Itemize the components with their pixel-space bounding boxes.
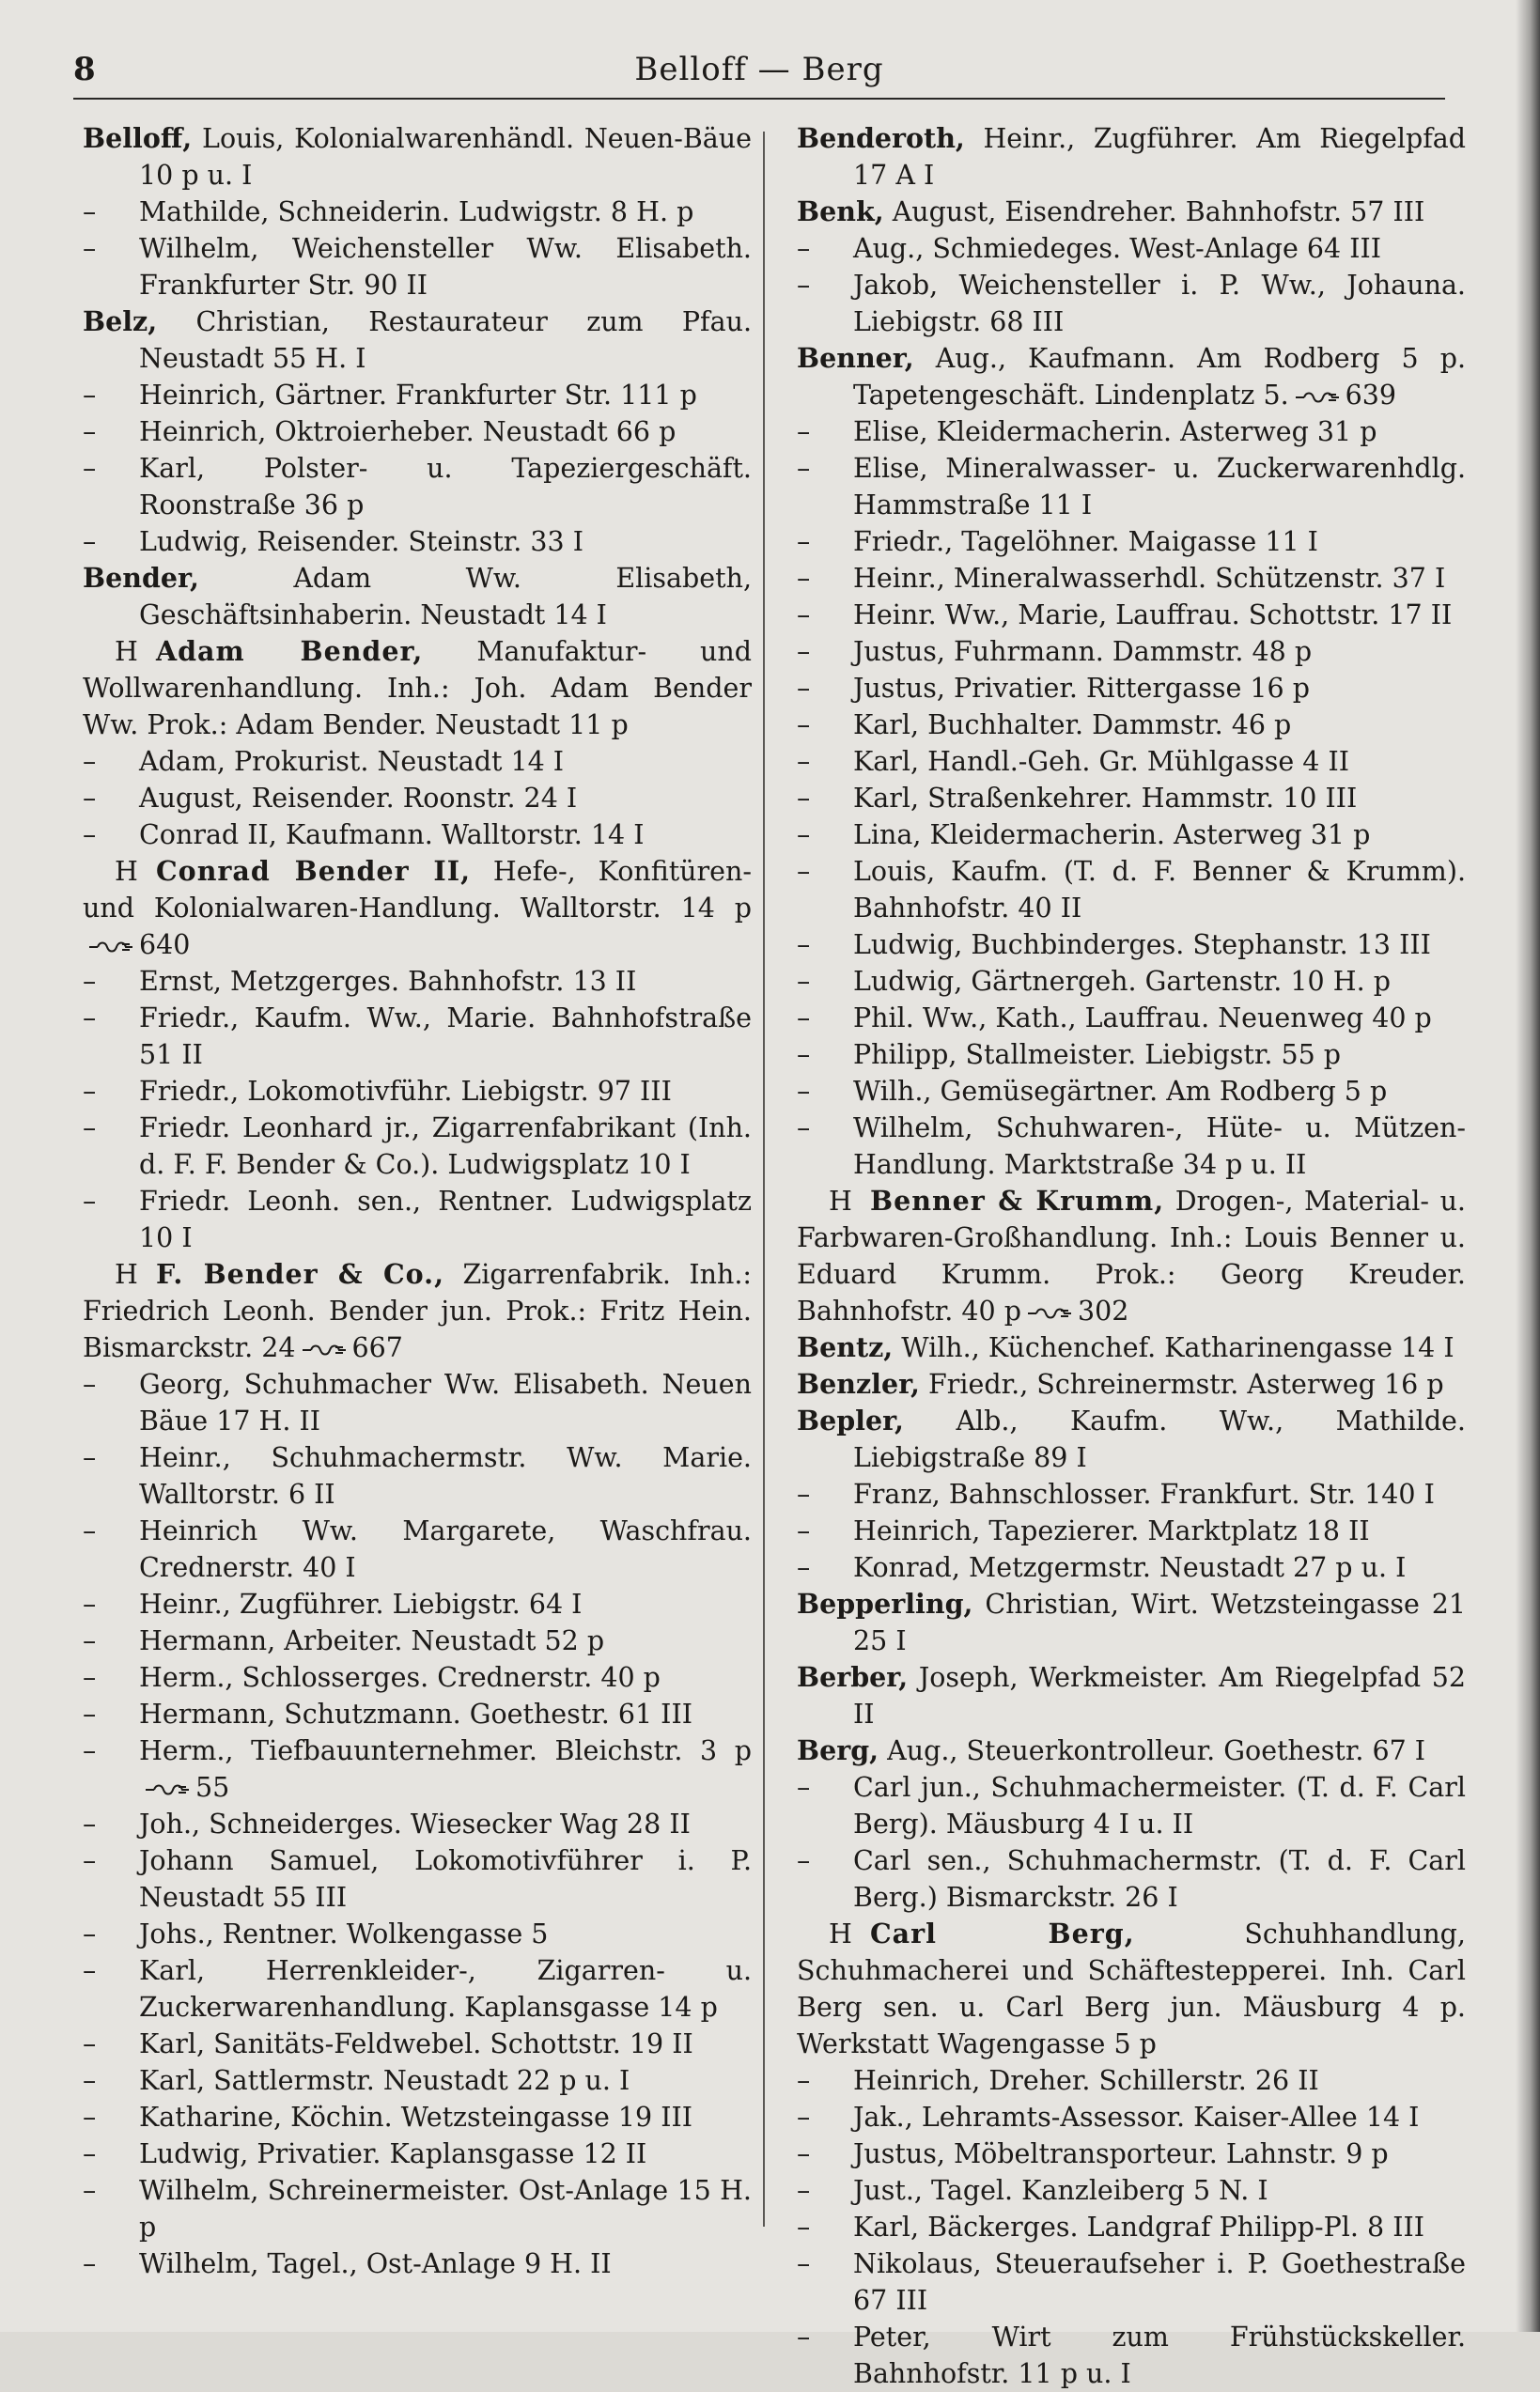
dash-mark: – (797, 746, 811, 777)
directory-entry (797, 413, 1466, 450)
directory-entry (83, 2245, 752, 2282)
entry-text: Ludwig, Gärtnergeh. Gartenstr. 10 H. p (853, 966, 1391, 997)
entry-text: Jak., Lehramts-Assessor. Kaiser-Allee 14 I (853, 2102, 1420, 2133)
directory-entry (797, 1549, 1466, 1586)
entry-surname: Berg, (797, 1734, 879, 1766)
dash-mark: – (797, 453, 811, 484)
directory-entry (83, 1000, 752, 1073)
dash-mark: – (83, 453, 97, 484)
dash-mark: – (797, 233, 811, 264)
directory-entry (83, 1513, 752, 1586)
entry-text: Heinr., Zugführer. Am Riegelpfad 17 A I (853, 123, 1467, 191)
entry-text: Manufaktur- und Wollwarenhandlung. Inh.: Joh. Adam Bender Ww. Prok.: Adam Bender. Neustadt 11 p (83, 636, 752, 740)
entry-text: Louis, Kolonialwarenhändl. Neuen-Bäue 10 p u. I (139, 123, 752, 191)
dash-mark: – (797, 709, 811, 740)
dash-mark: – (83, 2065, 97, 2096)
entry-text: Karl, Buchhalter. Dammstr. 46 p (853, 709, 1292, 740)
dash-mark: – (797, 2322, 811, 2353)
dash-mark: – (83, 1589, 97, 1620)
entry-text: Carl sen., Schuhmachermstr. (T. d. F. Carl Berg.) Bismarckstr. 26 I (853, 1845, 1466, 1913)
entry-surname: Bentz, (797, 1331, 894, 1363)
telephone-icon (145, 1783, 190, 1796)
dash-mark: – (83, 380, 97, 411)
entry-text: Konrad, Metzgermstr. Neustadt 27 p u. I (853, 1552, 1407, 1583)
directory-entry (83, 303, 752, 377)
entry-text: Heinrich, Oktroierheber. Neustadt 66 p (139, 416, 677, 447)
directory-entry (797, 816, 1466, 853)
directory-entry (83, 2172, 752, 2245)
dash-mark: – (83, 1735, 97, 1766)
directory-entry (797, 670, 1466, 707)
directory-entry (797, 2209, 1466, 2245)
dash-mark: – (83, 1918, 97, 1949)
dash-mark: – (797, 2138, 811, 2169)
directory-entry (797, 450, 1466, 523)
dash-mark: – (797, 1552, 811, 1583)
directory-entry (83, 1806, 752, 1842)
directory-entry (83, 230, 752, 303)
dash-mark: – (83, 1186, 97, 1217)
directory-entry (797, 230, 1466, 267)
firm-marker: H (115, 636, 138, 667)
directory-entry (797, 1329, 1466, 1366)
directory-entry (83, 450, 752, 523)
entry-text: Johs., Rentner. Wolkengasse 5 (139, 1918, 549, 1949)
entry-text: Heinrich, Tapezierer. Marktplatz 18 II (853, 1515, 1370, 1546)
entry-text: Karl, Polster- u. Tapeziergeschäft. Roonstraße 36 p (139, 453, 752, 520)
directory-entry (797, 2172, 1466, 2209)
entry-text: Herm., Schlosserges. Crednerstr. 40 p (139, 1662, 661, 1693)
telephone-number: 55 (195, 1772, 230, 1803)
running-head: Belloff — Berg (634, 51, 884, 88)
directory-entry (83, 633, 752, 743)
dash-mark: – (797, 1515, 811, 1546)
directory-entry (83, 2062, 752, 2099)
dash-mark: – (797, 783, 811, 814)
entry-text: Katharine, Köchin. Wetzsteingasse 19 III (139, 2102, 692, 2133)
entry-text: Carl jun., Schuhmachermeister. (T. d. F. Carl Berg). Mäusburg 4 I u. II (853, 1772, 1466, 1840)
directory-entry (83, 1952, 752, 2026)
dash-mark: – (797, 2175, 811, 2206)
directory-entry (797, 1732, 1466, 1769)
dash-mark: – (83, 526, 97, 557)
dash-mark: – (83, 1955, 97, 1986)
directory-entry (797, 743, 1466, 780)
entry-text: Ludwig, Reisender. Steinstr. 33 I (139, 526, 583, 557)
entry-text: Justus, Privatier. Rittergasse 16 p (853, 673, 1310, 704)
directory-entry (797, 2319, 1466, 2392)
entry-text: Friedr. Leonhard jr., Zigarrenfabrikant (Inh. d. F. F. Bender & Co.). Ludwigsplatz 10 I (139, 1112, 752, 1180)
entry-surname: Belloff, (83, 122, 193, 154)
entry-text: Karl, Bäckerges. Landgraf Philipp-Pl. 8 III (853, 2212, 1425, 2243)
directory-entry (83, 2136, 752, 2172)
directory-entry (797, 1842, 1466, 1916)
directory-entry (797, 1769, 1466, 1842)
column-divider (763, 132, 765, 2227)
entry-text: Phil. Ww., Kath., Lauffrau. Neuenweg 40 p (853, 1002, 1432, 1033)
entry-text: Friedr., Schreinermstr. Asterweg 16 p (928, 1369, 1444, 1400)
page-header (73, 51, 1445, 98)
dash-mark: – (83, 2102, 97, 2133)
entry-text: Just., Tagel. Kanzleiberg 5 N. I (853, 2175, 1268, 2206)
dash-mark: – (797, 929, 811, 960)
entry-text: Aug., Schmiedeges. West-Anlage 64 III (853, 233, 1382, 264)
entry-text: Friedr. Leonh. sen., Rentner. Ludwigsplatz 10 I (139, 1186, 752, 1253)
entry-text: Ludwig, Buchbinderges. Stephanstr. 13 III (853, 929, 1431, 960)
entry-text: August, Reisender. Roonstr. 24 I (139, 783, 578, 814)
entry-text: Adam, Prokurist. Neustadt 14 I (139, 746, 565, 777)
firm-marker: H (115, 856, 138, 887)
dash-mark: – (797, 856, 811, 887)
directory-entry (83, 1842, 752, 1916)
directory-entry (83, 816, 752, 853)
directory-entry (83, 1916, 752, 1952)
directory-entry (83, 1732, 752, 1806)
entry-surname: Bender, (83, 562, 199, 594)
entry-text: Karl, Herrenkleider-, Zigarren- u. Zuckerwarenhandlung. Kaplansgasse 14 p (139, 1955, 752, 2023)
entry-text: Heinrich, Gärtner. Frankfurter Str. 111 p (139, 380, 697, 411)
directory-entry (83, 1256, 752, 1366)
dash-mark: – (797, 526, 811, 557)
telephone-icon (302, 1344, 347, 1357)
entry-text: Wilhelm, Tagel., Ost-Anlage 9 H. II (139, 2248, 612, 2279)
dash-mark: – (797, 416, 811, 447)
dash-mark: – (83, 196, 97, 227)
entry-text: Friedr., Tagelöhner. Maigasse 11 I (853, 526, 1318, 557)
firm-name: F. Bender & Co., (156, 1258, 444, 1290)
entry-text: Hefe-, Konfitüren- und Kolonialwaren-Handlung. Walltorstr. 14 p (83, 856, 752, 924)
entry-text: Heinrich, Dreher. Schillerstr. 26 II (853, 2065, 1319, 2096)
directory-entry (83, 120, 752, 194)
directory-entry (83, 1623, 752, 1659)
dash-mark: – (797, 2212, 811, 2243)
dash-mark: – (797, 2065, 811, 2096)
directory-entry (797, 926, 1466, 963)
entry-surname: Benk, (797, 195, 884, 227)
dash-mark: – (83, 1625, 97, 1656)
dash-mark: – (83, 2175, 97, 2206)
header-rule (73, 98, 1445, 100)
entry-text: Heinrich Ww. Margarete, Waschfrau. Crednerstr. 40 I (139, 1515, 752, 1583)
directory-entry (797, 1476, 1466, 1513)
dash-mark: – (83, 1369, 97, 1400)
directory-entry (83, 780, 752, 816)
directory-entry (797, 1183, 1466, 1329)
directory-entry (797, 194, 1466, 230)
entry-surname: Berber, (797, 1661, 909, 1693)
directory-entry (797, 597, 1466, 633)
directory-entry (83, 523, 752, 560)
dash-mark: – (83, 1076, 97, 1107)
entry-text: Karl, Sattlermstr. Neustadt 22 p u. I (139, 2065, 630, 2096)
directory-entry (83, 963, 752, 1000)
dash-mark: – (83, 1699, 97, 1730)
left-column (83, 120, 753, 2279)
firm-marker: H (115, 1259, 138, 1290)
entry-text: Drogen-, Material- u. Farbwaren-Großhandlung. Inh.: Louis Benner u. Eduard Krumm. Prok.: Georg Kreuder. Bahnhofstr. 40 p (797, 1186, 1466, 1327)
entry-text: Schuhhandlung, Schuhmacherei und Schäftestepperei. Inh. Carl Berg sen. u. Carl Berg jun. Mäusburg 4 p. Werkstatt Wagengasse 5 p (797, 1918, 1466, 2059)
dash-mark: – (797, 270, 811, 301)
directory-entry (797, 780, 1466, 816)
entry-text: Georg, Schuhmacher Ww. Elisabeth. Neuen Bäue 17 H. II (139, 1369, 752, 1437)
dash-mark: – (83, 2028, 97, 2059)
entry-text: Karl, Sanitäts-Feldwebel. Schottstr. 19 II (139, 2028, 693, 2059)
entry-text: Conrad II, Kaufmann. Walltorstr. 14 I (139, 819, 645, 850)
dash-mark: – (83, 1442, 97, 1473)
telephone-number: 667 (351, 1332, 403, 1363)
directory-entry (797, 633, 1466, 670)
directory-entry (83, 2026, 752, 2062)
entry-text: Friedr., Lokomotivführ. Liebigstr. 97 III (139, 1076, 672, 1107)
dash-mark: – (83, 1662, 97, 1693)
entry-text: Louis, Kaufm. (T. d. F. Benner & Krumm). Bahnhofstr. 40 II (853, 856, 1466, 924)
dash-mark: – (797, 2248, 811, 2279)
dash-mark: – (83, 783, 97, 814)
directory-entry (797, 1586, 1466, 1659)
entry-text: Wilhelm, Schreinermeister. Ost-Anlage 15 H. p (139, 2175, 752, 2243)
telephone-icon (1027, 1307, 1072, 1320)
dash-mark: – (797, 819, 811, 850)
dash-mark: – (83, 819, 97, 850)
entry-text: Jakob, Weichensteller i. P. Ww., Johauna. Liebigstr. 68 III (853, 270, 1466, 337)
directory-entry (797, 1513, 1466, 1549)
entry-text: Christian, Restaurateur zum Pfau. Neustadt 55 H. I (139, 306, 753, 374)
entry-text: Aug., Steuerkontrolleur. Goethestr. 67 I (887, 1735, 1426, 1766)
entry-text: Heinr. Ww., Marie, Lauffrau. Schottstr. 17 II (853, 599, 1453, 630)
dash-mark: – (797, 636, 811, 667)
dash-mark: – (83, 1809, 97, 1840)
firm-name: Benner & Krumm, (870, 1185, 1165, 1217)
directory-entry (83, 1366, 752, 1439)
directory-entry (83, 1183, 752, 1256)
entry-text: Karl, Straßenkehrer. Hammstr. 10 III (853, 783, 1358, 814)
dash-mark: – (83, 1845, 97, 1876)
entry-text: Heinr., Mineralwasserhdl. Schützenstr. 37 I (853, 563, 1446, 594)
entry-surname: Benderoth, (797, 122, 965, 154)
entry-text: Heinr., Schuhmachermstr. Ww. Marie. Walltorstr. 6 II (139, 1442, 752, 1510)
entry-text: Ernst, Metzgerges. Bahnhofstr. 13 II (139, 966, 637, 997)
telephone-icon (1295, 391, 1340, 404)
directory-entry (797, 963, 1466, 1000)
directory-entry (83, 1696, 752, 1732)
directory-entry (83, 560, 752, 633)
dash-mark: – (797, 1112, 811, 1143)
entry-text: Ludwig, Privatier. Kaplansgasse 12 II (139, 2138, 647, 2169)
entry-surname: Belz, (83, 305, 158, 337)
entry-text: Elise, Mineralwasser- u. Zuckerwarenhdlg. Hammstraße 11 I (853, 453, 1466, 520)
entry-text: Karl, Handl.-Geh. Gr. Mühlgasse 4 II (853, 746, 1350, 777)
entry-text: Elise, Kleidermacherin. Asterweg 31 p (853, 416, 1377, 447)
entry-text: Wilh., Küchenchef. Katharinengasse 14 I (901, 1332, 1454, 1363)
entry-text: Adam Ww. Elisabeth, Geschäftsinhaberin. Neustadt 14 I (139, 563, 752, 630)
entry-text: Joh., Schneiderges. Wiesecker Wag 28 II (139, 1809, 691, 1840)
right-column (797, 120, 1467, 2389)
directory-entry (83, 377, 752, 413)
directory-entry (797, 1000, 1466, 1036)
entry-text: Aug., Kaufmann. Am Rodberg 5 p. Tapetengeschäft. Lindenplatz 5. (853, 343, 1466, 411)
entry-text: Joseph, Werkmeister. Am Riegelpfad 52 II (853, 1662, 1466, 1730)
page-number: 8 (73, 51, 96, 88)
directory-entry (83, 1110, 752, 1183)
directory-entry (797, 1916, 1466, 2062)
telephone-number: 302 (1077, 1296, 1129, 1327)
directory-entry (83, 743, 752, 780)
telephone-number: 639 (1345, 380, 1397, 411)
entry-surname: Bepler, (797, 1405, 904, 1437)
directory-entry (83, 1586, 752, 1623)
directory-entry (83, 2099, 752, 2136)
entry-text: Philipp, Stallmeister. Liebigstr. 55 p (853, 1039, 1342, 1070)
dash-mark: – (83, 2248, 97, 2279)
entry-text: Peter, Wirt zum Frühstückskeller. Bahnhofstr. 11 p u. I (853, 2322, 1466, 2389)
firm-marker: H (829, 1186, 852, 1217)
entry-text: Wilhelm, Schuhwaren-, Hüte- u. Mützen-Handlung. Marktstraße 34 p u. II (853, 1112, 1466, 1180)
directory-entry (797, 267, 1466, 340)
firm-name: Conrad Bender II, (156, 855, 471, 887)
directory-entry (797, 1403, 1466, 1476)
entry-text: Friedr., Kaufm. Ww., Marie. Bahnhofstraße 51 II (139, 1002, 752, 1070)
dash-mark: – (83, 746, 97, 777)
dash-mark: – (797, 1845, 811, 1876)
directory-entry (797, 1366, 1466, 1403)
entry-text: Alb., Kaufm. Ww., Mathilde. Liebigstraße 89 I (853, 1406, 1466, 1473)
dash-mark: – (797, 1479, 811, 1510)
directory-entry (797, 523, 1466, 560)
entry-text: Herm., Tiefbauunternehmer. Bleichstr. 3 p (139, 1735, 752, 1766)
dash-mark: – (797, 599, 811, 630)
entry-text: Justus, Möbeltransporteur. Lahnstr. 9 p (853, 2138, 1389, 2169)
entry-surname: Bepperling, (797, 1588, 973, 1620)
entry-text: Zigarrenfabrik. Inh.: Friedrich Leonh. Bender jun. Prok.: Fritz Hein. Bismarckstr. 24 (83, 1259, 753, 1363)
entry-text: Lina, Kleidermacherin. Asterweg 31 p (853, 819, 1371, 850)
directory-entry (797, 2136, 1466, 2172)
directory-entry (797, 1110, 1466, 1183)
dash-mark: – (83, 416, 97, 447)
directory-entry (797, 707, 1466, 743)
dash-mark: – (797, 673, 811, 704)
directory-entry (83, 194, 752, 230)
telephone-number: 640 (139, 929, 191, 960)
directory-entry (797, 853, 1466, 926)
entry-text: Wilh., Gemüsegärtner. Am Rodberg 5 p (853, 1076, 1388, 1107)
directory-entry (797, 1659, 1466, 1732)
directory-entry (797, 560, 1466, 597)
directory-entry (797, 340, 1466, 413)
directory-entry (797, 2245, 1466, 2319)
entry-surname: Benzler, (797, 1368, 920, 1400)
entry-text: August, Eisendreher. Bahnhofstr. 57 III (892, 196, 1425, 227)
entry-text: Heinr., Zugführer. Liebigstr. 64 I (139, 1589, 583, 1620)
dash-mark: – (797, 563, 811, 594)
entry-text: Christian, Wirt. Wetzsteingasse 21 25 I (853, 1589, 1466, 1656)
firm-marker: H (829, 1918, 852, 1949)
directory-entry (83, 1439, 752, 1513)
dash-mark: – (83, 966, 97, 997)
dash-mark: – (797, 1002, 811, 1033)
directory-entry (83, 413, 752, 450)
firm-name: Carl Berg, (870, 1918, 1135, 1949)
directory-entry (83, 853, 752, 963)
entry-text: Wilhelm, Weichensteller Ww. Elisabeth. Frankfurter Str. 90 II (139, 233, 752, 301)
dash-mark: – (83, 1515, 97, 1546)
directory-entry (797, 120, 1466, 194)
entry-text: Justus, Fuhrmann. Dammstr. 48 p (853, 636, 1313, 667)
directory-entry (797, 1036, 1466, 1073)
directory-entry (83, 1659, 752, 1696)
dash-mark: – (797, 2102, 811, 2133)
page-edge-shadow (1516, 0, 1540, 2332)
entry-text: Hermann, Schutzmann. Goethestr. 61 III (139, 1699, 692, 1730)
dash-mark: – (797, 1039, 811, 1070)
telephone-icon (88, 940, 133, 954)
entry-surname: Benner, (797, 342, 914, 374)
entry-text: Mathilde, Schneiderin. Ludwigstr. 8 H. p (139, 196, 694, 227)
dash-mark: – (797, 1076, 811, 1107)
dash-mark: – (83, 2138, 97, 2169)
dash-mark: – (83, 233, 97, 264)
entry-text: Johann Samuel, Lokomotivführer i. P. Neustadt 55 III (139, 1845, 752, 1913)
directory-entry (83, 1073, 752, 1110)
firm-name: Adam Bender, (156, 635, 424, 667)
entry-text: Franz, Bahnschlosser. Frankfurt. Str. 140 I (853, 1479, 1435, 1510)
entry-text: Hermann, Arbeiter. Neustadt 52 p (139, 1625, 605, 1656)
dash-mark: – (797, 966, 811, 997)
dash-mark: – (797, 1772, 811, 1803)
entry-text: Nikolaus, Steueraufseher i. P. Goethestraße 67 III (853, 2248, 1466, 2316)
directory-entry (797, 1073, 1466, 1110)
dash-mark: – (83, 1002, 97, 1033)
directory-entry (797, 2099, 1466, 2136)
directory-entry (797, 2062, 1466, 2099)
dash-mark: – (83, 1112, 97, 1143)
